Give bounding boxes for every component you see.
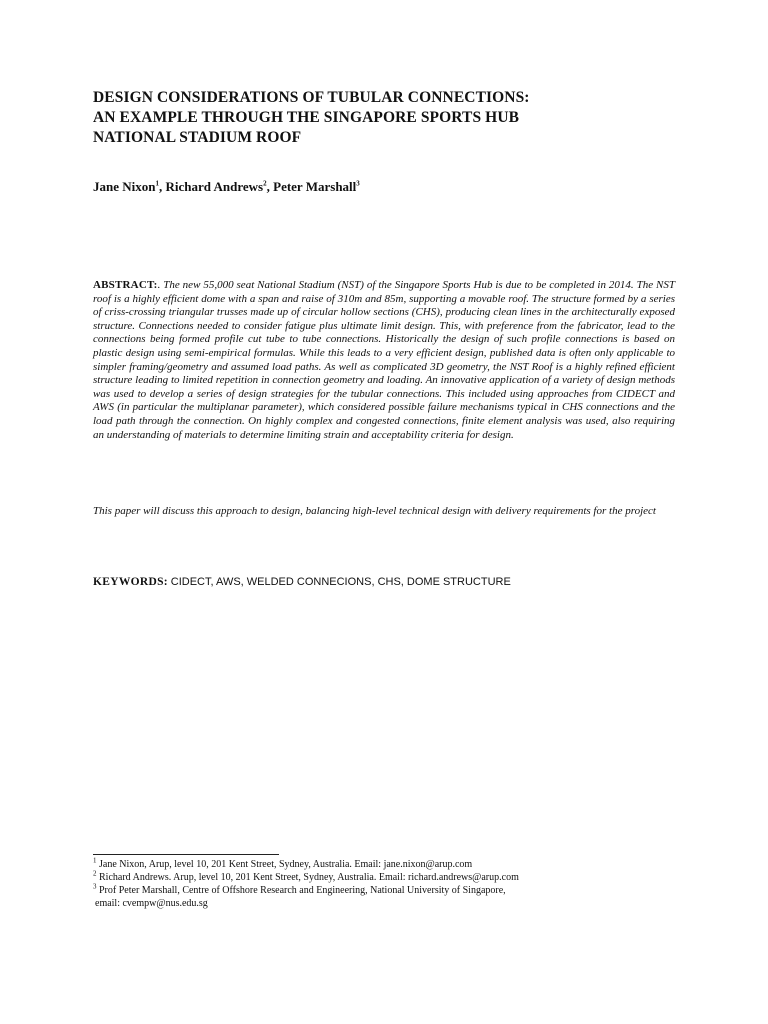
footnote-mark: 2 xyxy=(93,869,97,878)
author-footnote-mark: 3 xyxy=(356,179,360,188)
footnotes xyxy=(93,858,693,910)
footnote-3-continued xyxy=(93,897,693,910)
footnote-mark: 1 xyxy=(93,856,97,865)
abstract-label: ABSTRACT: xyxy=(93,279,158,291)
footnote-2 xyxy=(93,871,693,884)
paper-title xyxy=(93,88,693,148)
footnote-text: Prof Peter Marshall, Centre of Offshore Research and Engineering, National University of Singapore, xyxy=(96,885,506,896)
summary-paragraph: This paper will discuss this approach to design, balancing high-level technical design with delivery requirements for the project xyxy=(93,505,656,517)
footnote-text: email: cvempw@nus.edu.sg xyxy=(95,898,208,909)
keywords-values: CIDECT, AWS, WELDED CONNECIONS, CHS, DOME STRUCTURE xyxy=(170,576,511,588)
footnote-text: Richard Andrews. Arup, level 10, 201 Kent Street, Sydney, Australia. Email: richard.andrews@arup.com xyxy=(96,872,519,883)
footnote-divider xyxy=(93,854,279,855)
footnote-3 xyxy=(93,884,693,897)
author-footnote-mark: 2 xyxy=(263,179,267,188)
author-name: Peter Marshall xyxy=(273,179,357,194)
author-separator: , xyxy=(158,179,166,194)
footnote-text: Jane Nixon, Arup, level 10, 201 Kent Street, Sydney, Australia. Email: jane.nixon@arup.com xyxy=(96,859,473,870)
footnote-mark: 3 xyxy=(93,882,97,891)
author-name: Jane Nixon xyxy=(93,179,156,194)
footnote-1 xyxy=(93,858,693,871)
keywords-label: KEYWORDS: xyxy=(93,576,168,588)
title-line-2: AN EXAMPLE THROUGH THE SINGAPORE SPORTS HUB xyxy=(93,109,520,126)
author-footnote-mark: 1 xyxy=(155,179,159,188)
author-list xyxy=(93,179,360,195)
author-separator: , xyxy=(266,179,274,194)
title-line-3: NATIONAL STADIUM ROOF xyxy=(93,129,302,146)
abstract-text: . The new 55,000 seat National Stadium (NST) of the Singapore Sports Hub is due to be completed in 2014. The NST roof is a highly efficient dome with a span and raise of 310m and 85m, supporting a movable roof. The structure formed by a series of criss-crossing triangular trusses made up of circular hollow sections (CHS), producing clean lines in the architecturally exposed structure. Connections needed to consider fatigue plus ultimate limit design. This, with preference from the fabricator, lead to the connections being formed profile cut tube to tube connections. Historically the design of such profile connections is based on plastic design using semi-empirical formulas. While this leads to a very efficient design, published data is often only applicable to simpler framing/geometry and assumed load paths. As well as complicated 3D geometry, the NST Roof is a highly refined efficient structure leading to limited repetition in connection geometry and loading. An innovative application of a variety of design methods was used to develop a series of design strategies for the tubular connections. This included using approaches from CIDECT and AWS (in particular the multiplanar parameter), which considered possible failure mechanisms typical in CHS connections and the load path through the connection. On highly complex and congested connections, finite element analysis was used, also requiring an understanding of materials to determine limiting strain and acceptability criteria for design. xyxy=(93,279,675,441)
author-name: Richard Andrews xyxy=(165,179,264,194)
keywords-line xyxy=(93,575,511,589)
abstract-section xyxy=(93,279,675,442)
title-line-1: DESIGN CONSIDERATIONS OF TUBULAR CONNECTIONS: xyxy=(93,89,530,106)
